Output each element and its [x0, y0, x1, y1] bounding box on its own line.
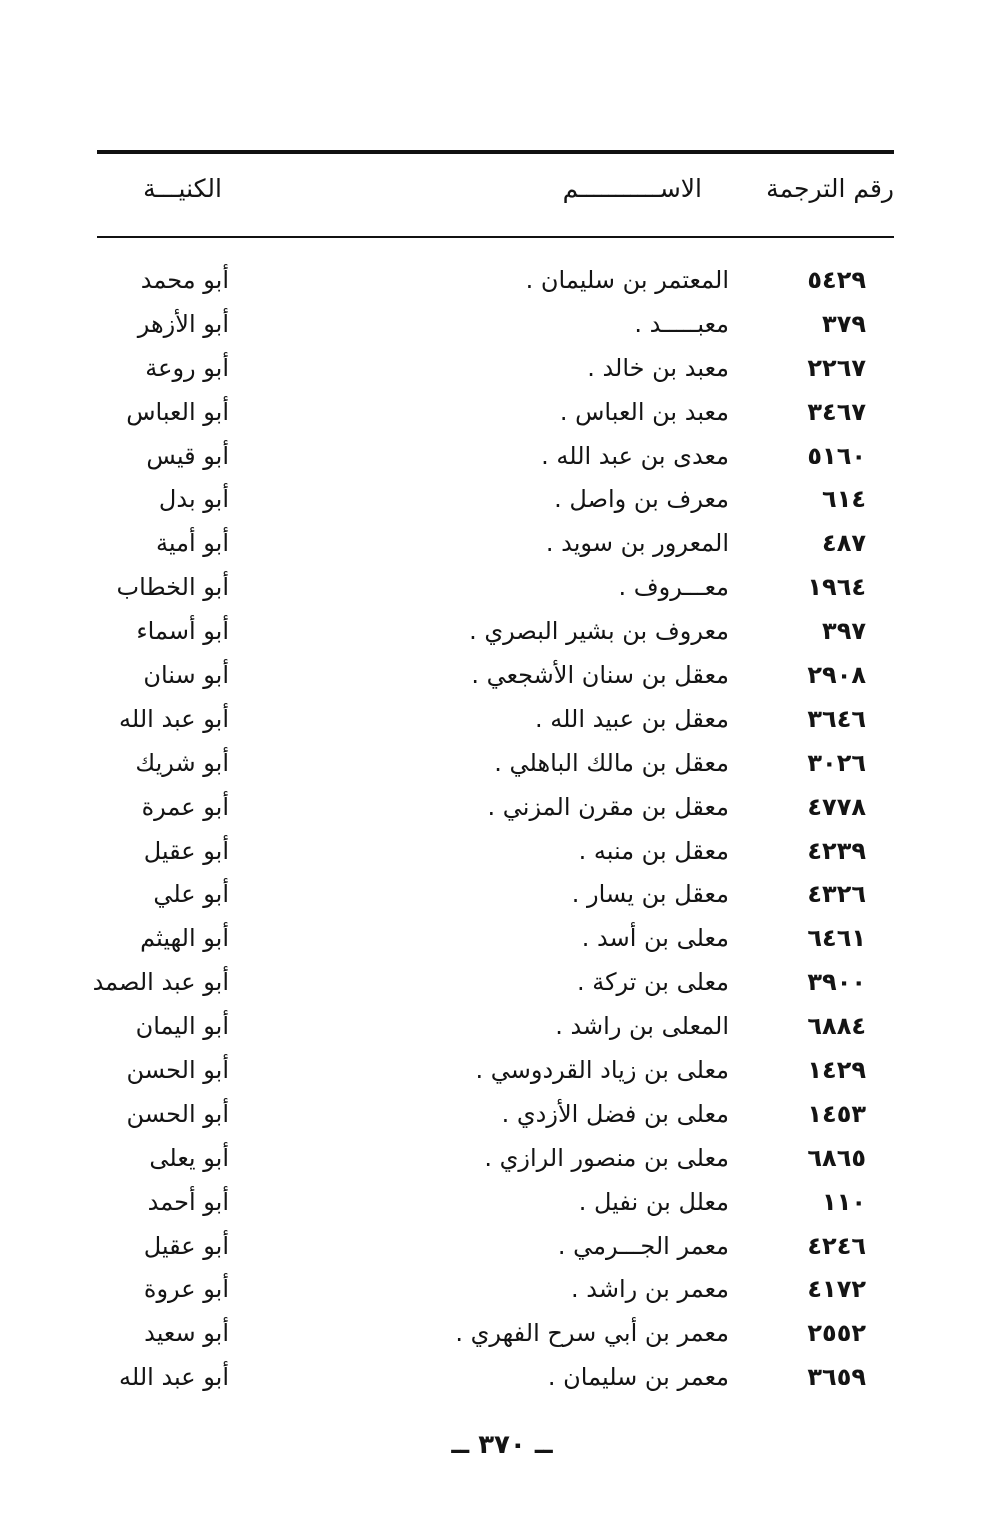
entry-kunya: أبو أمية: [155, 529, 229, 558]
entry-number: ٦٤٦١: [807, 924, 866, 953]
entry-kunya: أبو عقيل: [143, 836, 229, 865]
table-row: [0, 1311, 1004, 1355]
entry-name: معلل بن نفيل .: [578, 1187, 729, 1216]
entry-name: معقل بن مقرن المزني .: [487, 792, 729, 821]
table-row: [0, 521, 1004, 565]
entry-kunya: أبو بدل: [158, 485, 229, 514]
entry-number: ٤٧٧٨: [807, 792, 866, 821]
entry-name: معبد بن خالد .: [587, 353, 729, 382]
entry-kunya: أبو أسماء: [136, 617, 229, 646]
entry-name: معقل بن يسار .: [571, 880, 729, 909]
header-rule: [97, 236, 894, 238]
entry-kunya: أبو عبد الله: [119, 1363, 229, 1392]
table-row: [0, 609, 1004, 653]
table-row: [0, 565, 1004, 609]
entry-number: ٢٥٥٢: [807, 1319, 866, 1348]
entry-kunya: أبو عبد الصمد: [92, 968, 229, 997]
table-row: [0, 1355, 1004, 1399]
entry-number: ٦١٤: [822, 485, 866, 514]
table-row: [0, 1180, 1004, 1224]
table-row: [0, 1136, 1004, 1180]
entry-number: ١١٠: [822, 1187, 866, 1216]
entry-number: ٣٧٩: [822, 309, 866, 338]
entry-number: ٣٤٦٧: [807, 397, 866, 426]
table-row: [0, 434, 1004, 478]
table-row: [0, 1267, 1004, 1311]
table-row: [0, 302, 1004, 346]
entry-number: ٣٩٠٠: [807, 968, 866, 997]
entry-name: معلى بن زياد القردوسي .: [475, 1056, 729, 1085]
entry-kunya: أبو الحسن: [126, 1056, 229, 1085]
entry-number: ٦٨٨٤: [807, 1012, 866, 1041]
entry-name: معروف بن بشير البصري .: [469, 617, 729, 646]
entry-kunya: أبو روعة: [145, 353, 229, 382]
entry-kunya: أبو عروة: [143, 1275, 229, 1304]
entry-number: ٣٦٥٩: [807, 1363, 866, 1392]
entry-name: معرف بن واصل .: [554, 485, 729, 514]
table-row: [0, 653, 1004, 697]
entry-name: المعتمر بن سليمان .: [525, 266, 729, 294]
header-name-label: الاســـــــــــم: [562, 174, 702, 203]
entry-kunya: أبو الهيثم: [140, 924, 229, 953]
table-row: [0, 390, 1004, 434]
page-number: ــ ٣٧٠ ــ: [451, 1430, 553, 1460]
entry-name: معقل بن سنان الأشجعي .: [471, 661, 729, 690]
entry-kunya: أبو سنان: [143, 661, 229, 690]
entry-number: ١٤٥٣: [807, 1099, 866, 1128]
table-row: [0, 960, 1004, 1004]
entry-kunya: أبو أحمد: [147, 1187, 229, 1216]
entry-kunya: أبو الأزهر: [137, 309, 229, 338]
table-row: [0, 741, 1004, 785]
entry-kunya: أبو شريك: [135, 748, 229, 777]
table-row: [0, 872, 1004, 916]
top-rule: [97, 150, 894, 154]
entry-number: ٤٢٣٩: [807, 836, 866, 865]
entry-name: معلى بن تركة .: [576, 968, 729, 997]
table-row: [0, 785, 1004, 829]
entry-kunya: أبو عقيل: [143, 1231, 229, 1260]
table-row: [0, 1048, 1004, 1092]
entry-kunya: أبو علي: [153, 880, 229, 909]
entry-number: ٣٦٤٦: [807, 704, 866, 733]
entry-number: ١٤٢٩: [807, 1056, 866, 1085]
table-row: [0, 829, 1004, 873]
entry-kunya: أبو عمرة: [141, 792, 229, 821]
entry-number: ٦٨٦٥: [807, 1143, 866, 1172]
entries-table: [0, 258, 1004, 1399]
entry-number: ٤٣٢٦: [807, 880, 866, 909]
entry-kunya: أبو قيس: [146, 441, 229, 470]
table-row: [0, 1224, 1004, 1268]
entry-name: المعلى بن راشد .: [555, 1012, 729, 1041]
entry-name: معدى بن عبد الله .: [541, 441, 729, 470]
entry-name: معلى بن أسد .: [581, 924, 729, 953]
entry-kunya: أبو اليمان: [135, 1012, 229, 1041]
entry-number: ٤٢٤٦: [807, 1231, 866, 1260]
entry-name: معـــروف .: [618, 573, 729, 602]
entry-number: ٥١٦٠: [807, 441, 866, 470]
table-row: [0, 1092, 1004, 1136]
entry-number: ٢٩٠٨: [807, 661, 866, 690]
table-row: [0, 258, 1004, 302]
entry-number: ٤٨٧: [822, 529, 866, 558]
entry-name: معلى بن فضل الأزدي .: [501, 1099, 729, 1128]
entry-name: معمر بن راشد .: [571, 1275, 729, 1304]
entry-number: ٣٩٧: [822, 617, 866, 646]
entry-kunya: أبو العباس: [126, 397, 229, 426]
entry-kunya: أبو سعيد: [144, 1319, 229, 1348]
entry-name: معمر الجـــرمي .: [557, 1231, 729, 1260]
header-number-label: رقم الترجمة: [766, 174, 894, 203]
entry-name: المعرور بن سويد .: [545, 529, 729, 558]
entry-name: معبـــــد .: [634, 309, 729, 338]
entry-number: ٥٤٢٩: [807, 266, 866, 294]
table-row: [0, 1004, 1004, 1048]
entry-name: معقل بن منبه .: [578, 836, 729, 865]
entry-number: ١٩٦٤: [807, 573, 866, 602]
table-row: [0, 697, 1004, 741]
entry-number: ٢٢٦٧: [807, 353, 866, 382]
entry-name: معمر بن أبي سرح الفهري .: [455, 1319, 729, 1348]
header-kunya-label: الكنيـــة: [143, 174, 222, 203]
table-row: [0, 346, 1004, 390]
entry-kunya: أبو الحسن: [126, 1099, 229, 1128]
entry-number: ٣٠٢٦: [807, 748, 866, 777]
table-row: [0, 477, 1004, 521]
entry-kunya: أبو عبد الله: [119, 704, 229, 733]
entry-name: معقل بن عبيد الله .: [534, 704, 729, 733]
entry-name: معمر بن سليمان .: [547, 1363, 729, 1392]
entry-number: ٤١٧٢: [807, 1275, 866, 1304]
entry-name: معبد بن العباس .: [559, 397, 729, 426]
table-row: [0, 916, 1004, 960]
entry-kunya: أبو يعلى: [149, 1143, 229, 1172]
entry-kunya: أبو الخطاب: [116, 573, 229, 602]
entry-name: معقل بن مالك الباهلي .: [494, 748, 729, 777]
entry-name: معلى بن منصور الرازي .: [484, 1143, 729, 1172]
entry-kunya: أبو محمد: [140, 266, 229, 294]
